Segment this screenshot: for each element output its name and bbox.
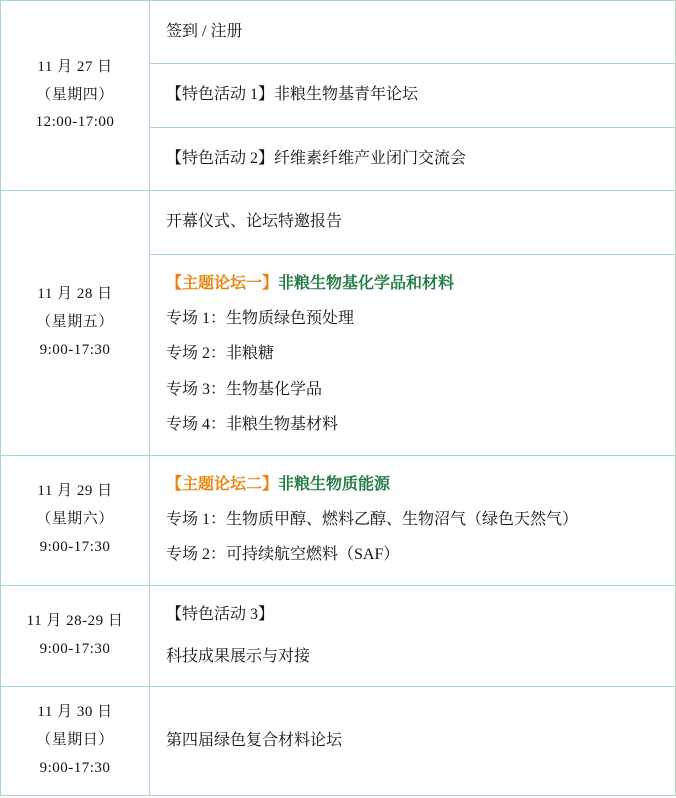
- table-row: [1, 191, 676, 254]
- date-line: 11 月 27 日: [37, 58, 113, 75]
- date-block: [1, 687, 149, 794]
- agenda-text: [150, 64, 675, 126]
- session-line: 专场 3：生物基化学品: [166, 380, 323, 398]
- forum-subtitle: 非粮生物基化学品和材料: [278, 274, 455, 292]
- forum-block: [150, 255, 675, 455]
- date-cell-nov28-29: [1, 585, 150, 687]
- forum-label: 【主题论坛二】: [166, 475, 279, 493]
- date-cell-nov28: [1, 191, 150, 455]
- agenda-text: [150, 1, 675, 63]
- weekday-line: （星期四）: [36, 86, 114, 103]
- table-row: [1, 455, 676, 585]
- table-row: [1, 585, 676, 687]
- agenda-line: 【特色活动 1】非粮生物基青年论坛: [166, 86, 419, 104]
- forum-subtitle: 非粮生物质能源: [278, 475, 391, 493]
- date-cell-nov29: [1, 455, 150, 585]
- agenda-line: 签到 / 注册: [166, 23, 243, 40]
- date-block: [1, 596, 149, 676]
- time-line: 9:00-17:30: [39, 759, 111, 776]
- weekday-line: （星期六）: [36, 511, 114, 528]
- special-activity-label: 【特色活动 3】: [166, 605, 275, 623]
- date-line: 11 月 30 日: [37, 704, 113, 721]
- special-activity-desc: 科技成果展示与对接: [166, 648, 311, 666]
- schedule-table-body: [1, 1, 676, 796]
- special-activity-block: [150, 586, 675, 687]
- time-line: 9:00-17:30: [39, 538, 111, 555]
- time-line: 12:00-17:00: [35, 114, 115, 131]
- time-line: 9:00-17:30: [39, 641, 111, 658]
- agenda-cell: [150, 191, 676, 254]
- agenda-text: [150, 191, 675, 253]
- date-cell-nov27: [1, 1, 150, 191]
- agenda-text: [150, 128, 675, 190]
- session-line: 专场 4：非粮生物基材料: [166, 416, 339, 434]
- forum-title: [166, 269, 659, 299]
- time-line: 9:00-17:30: [39, 341, 111, 358]
- session-line: 专场 1：生物质绿色预处理: [166, 309, 355, 327]
- date-block: [1, 269, 149, 376]
- date-line: 11 月 28-29 日: [26, 613, 124, 630]
- date-line: 11 月 28 日: [37, 286, 113, 303]
- table-row: [1, 1, 676, 64]
- table-row: [1, 687, 676, 795]
- agenda-cell: [150, 687, 676, 795]
- weekday-line: （星期五）: [36, 313, 114, 330]
- forum-cell: [150, 254, 676, 455]
- agenda-cell: [150, 64, 676, 127]
- session-line: 专场 2：可持续航空燃料（SAF）: [166, 546, 400, 564]
- session-line: 专场 2：非粮糖: [166, 345, 275, 363]
- agenda-line: 开幕仪式、论坛特邀报告: [166, 213, 343, 231]
- date-block: [1, 42, 149, 149]
- forum-title: [166, 470, 659, 500]
- agenda-line: 【特色活动 2】纤维素纤维产业闭门交流会: [166, 149, 467, 167]
- date-block: [1, 466, 149, 573]
- forum-block: [150, 456, 675, 585]
- agenda-line: 第四届绿色复合材料论坛: [166, 731, 343, 749]
- weekday-line: （星期日）: [36, 732, 114, 749]
- forum-cell: [150, 455, 676, 585]
- date-line: 11 月 29 日: [37, 483, 113, 500]
- forum-label: 【主题论坛一】: [166, 274, 279, 292]
- session-line: 专场 1：生物质甲醇、燃料乙醇、生物沼气（绿色天然气）: [166, 510, 579, 528]
- agenda-cell: [150, 1, 676, 64]
- date-cell-nov30: [1, 687, 150, 795]
- special-activity-cell: [150, 585, 676, 687]
- agenda-text: [150, 710, 675, 772]
- agenda-cell: [150, 127, 676, 190]
